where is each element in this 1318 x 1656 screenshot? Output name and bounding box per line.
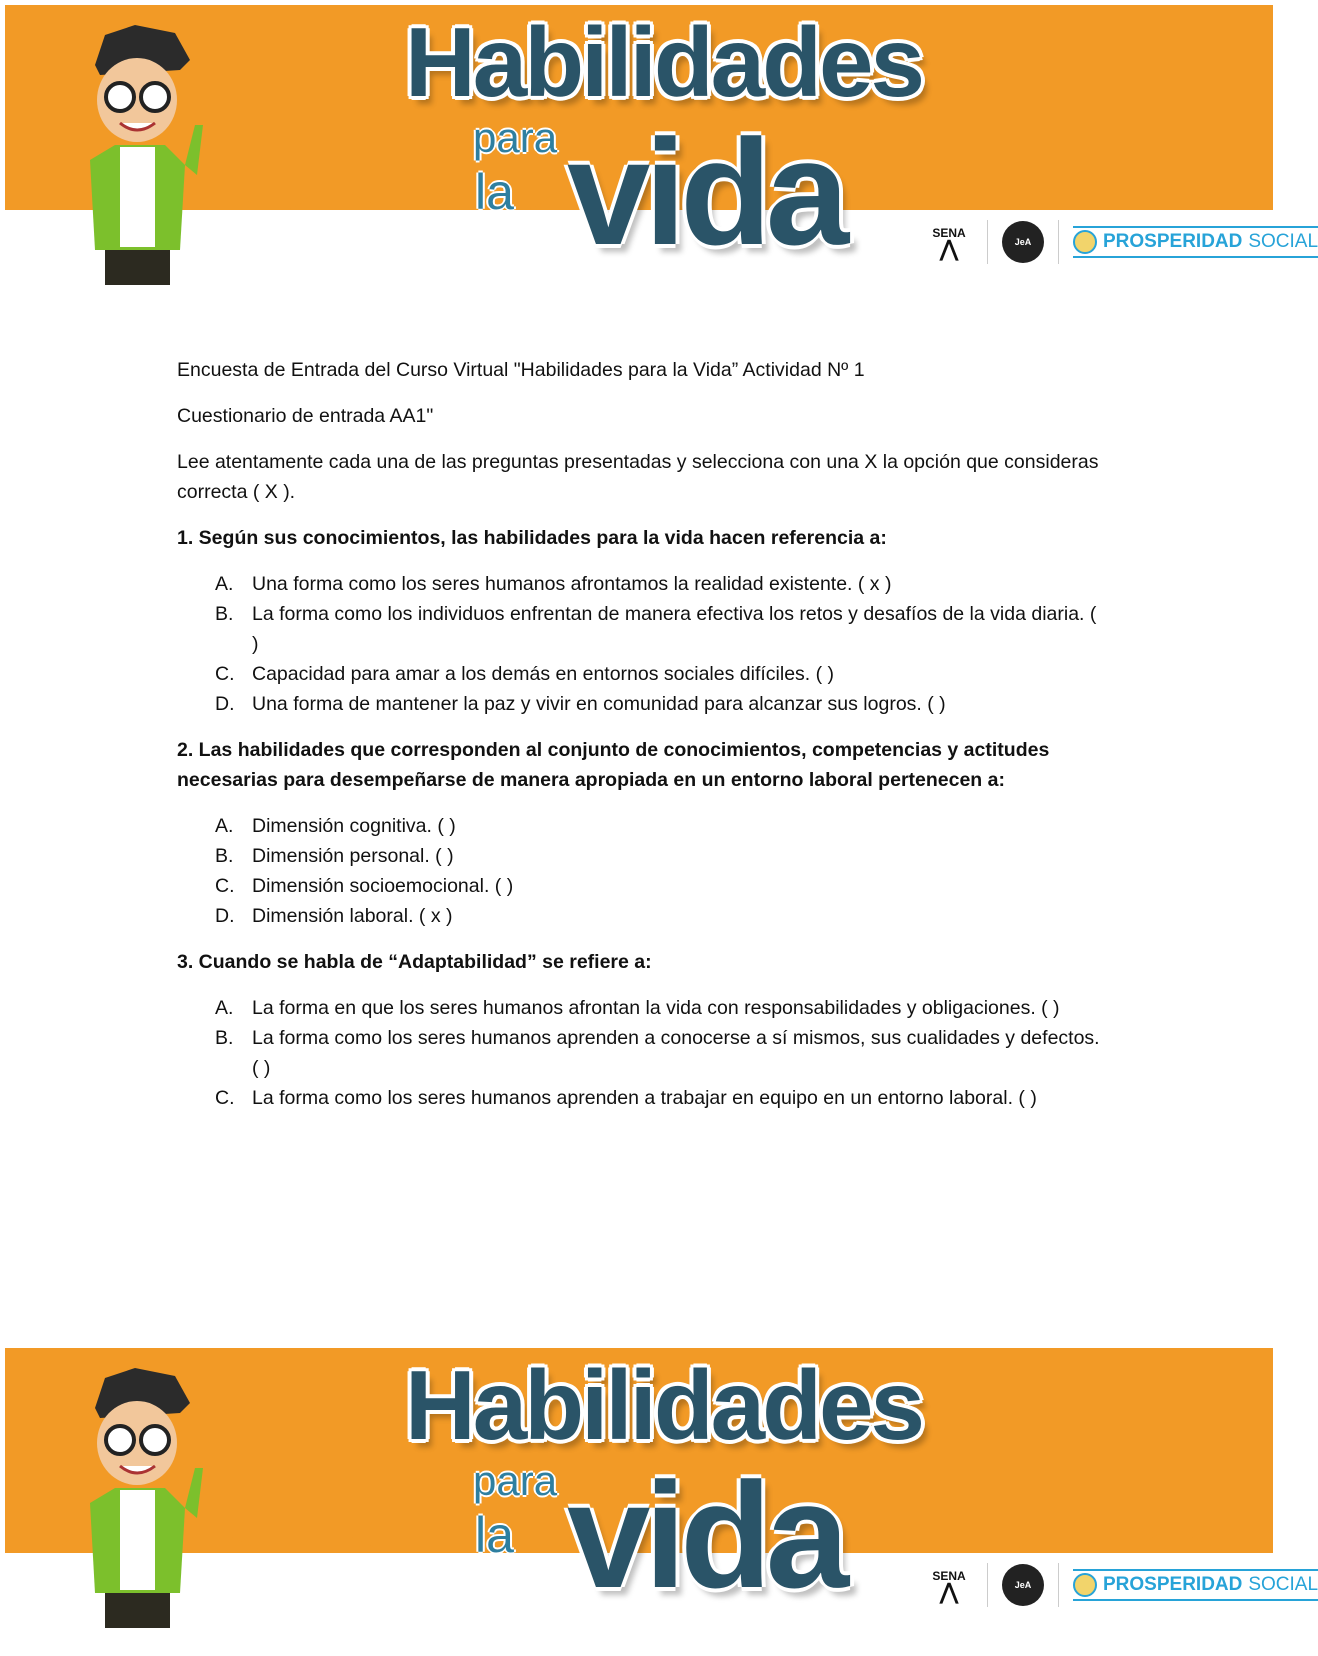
question-2: 2. Las habilidades que corresponden al conjunto de conocimientos, competencias y actitudes necesarias para desempeñarse de manera apropiada en un entorno laboral pertenecen a: bbox=[177, 739, 1050, 791]
option-letter: D. bbox=[215, 905, 235, 927]
coat-of-arms-icon bbox=[1073, 1573, 1097, 1597]
sena-logo: SENA ⋀ bbox=[932, 1568, 966, 1605]
mascot-illustration bbox=[75, 1368, 205, 1628]
answer-option bbox=[177, 841, 1107, 871]
banner-title: Habilidades bbox=[405, 1350, 923, 1460]
option-text: Una forma como los seres humanos afrontamos la realidad existente. ( x ) bbox=[252, 573, 892, 595]
answer-option bbox=[177, 811, 1107, 841]
prosperidad-social-logo: PROSPERIDAD SOCIAL bbox=[1073, 226, 1318, 258]
option-text: Dimensión cognitiva. ( ) bbox=[252, 815, 456, 837]
option-text: Dimensión laboral. ( x ) bbox=[252, 905, 453, 927]
banner-vida: vida bbox=[567, 1451, 844, 1619]
option-letter: A. bbox=[215, 997, 234, 1019]
answer-option bbox=[177, 599, 1107, 659]
partner-logos bbox=[925, 220, 1318, 264]
answer-option bbox=[177, 871, 1107, 901]
prosperidad-social-logo: PROSPERIDAD SOCIAL bbox=[1073, 1569, 1318, 1601]
option-letter: D. bbox=[215, 693, 235, 715]
option-letter: A. bbox=[215, 815, 234, 837]
answer-option bbox=[177, 901, 1107, 931]
option-letter: B. bbox=[215, 845, 234, 867]
answer-option bbox=[177, 993, 1107, 1023]
header-banner bbox=[5, 5, 1318, 295]
question-1: 1. Según sus conocimientos, las habilidades para la vida hacen referencia a: bbox=[177, 527, 887, 549]
banner-la: la bbox=[475, 164, 514, 220]
banner-para: para bbox=[473, 1457, 558, 1504]
option-letter: C. bbox=[215, 663, 235, 685]
coat-of-arms-icon bbox=[1073, 230, 1097, 254]
option-letter: C. bbox=[215, 875, 235, 897]
options-list bbox=[177, 811, 1107, 931]
answer-option bbox=[177, 1083, 1107, 1113]
banner-la: la bbox=[475, 1507, 514, 1563]
option-letter: B. bbox=[215, 1027, 234, 1049]
jovenes-logo: JeA bbox=[1002, 221, 1044, 263]
option-text: La forma como los individuos enfrentan de manera efectiva los retos y desafíos de la vida diaria. ( ) bbox=[252, 603, 1097, 655]
answer-option bbox=[177, 1023, 1107, 1083]
option-text: Una forma de mantener la paz y vivir en comunidad para alcanzar sus logros. ( ) bbox=[252, 693, 946, 715]
sena-logo: SENA ⋀ bbox=[932, 225, 966, 262]
option-text: Capacidad para amar a los demás en entornos sociales difíciles. ( ) bbox=[252, 663, 835, 685]
question-3: 3. Cuando se habla de “Adaptabilidad” se refiere a: bbox=[177, 951, 652, 973]
answer-option bbox=[177, 569, 1107, 599]
options-list bbox=[177, 569, 1107, 719]
mascot-illustration bbox=[75, 25, 205, 285]
banner-vida: vida bbox=[567, 108, 844, 276]
jovenes-logo: JeA bbox=[1002, 1564, 1044, 1606]
answer-option bbox=[177, 689, 1107, 719]
option-text: La forma como los seres humanos aprenden a trabajar en equipo en un entorno laboral. ( ) bbox=[252, 1087, 1037, 1109]
footer-banner bbox=[5, 1348, 1318, 1638]
option-letter: C. bbox=[215, 1087, 235, 1109]
option-text: Dimensión personal. ( ) bbox=[252, 845, 454, 867]
document-body bbox=[177, 355, 1107, 1129]
option-letter: B. bbox=[215, 603, 234, 625]
document-subheading: Cuestionario de entrada AA1" bbox=[177, 405, 434, 427]
banner-para: para bbox=[473, 114, 558, 161]
option-text: La forma en que los seres humanos afrontan la vida con responsabilidades y obligaciones. ( ) bbox=[252, 997, 1060, 1019]
option-text: Dimensión socioemocional. ( ) bbox=[252, 875, 514, 897]
option-text: La forma como los seres humanos aprenden a conocerse a sí mismos, sus cualidades y defectos. ( ) bbox=[252, 1027, 1100, 1079]
options-list bbox=[177, 993, 1107, 1113]
banner-title: Habilidades bbox=[405, 7, 923, 117]
option-letter: A. bbox=[215, 573, 234, 595]
answer-option bbox=[177, 659, 1107, 689]
instructions: Lee atentamente cada una de las preguntas presentadas y selecciona con una X la opción que consideras correcta ( X ). bbox=[177, 451, 1099, 503]
document-heading: Encuesta de Entrada del Curso Virtual "Habilidades para la Vida” Actividad Nº 1 bbox=[177, 359, 865, 381]
partner-logos bbox=[925, 1563, 1318, 1607]
